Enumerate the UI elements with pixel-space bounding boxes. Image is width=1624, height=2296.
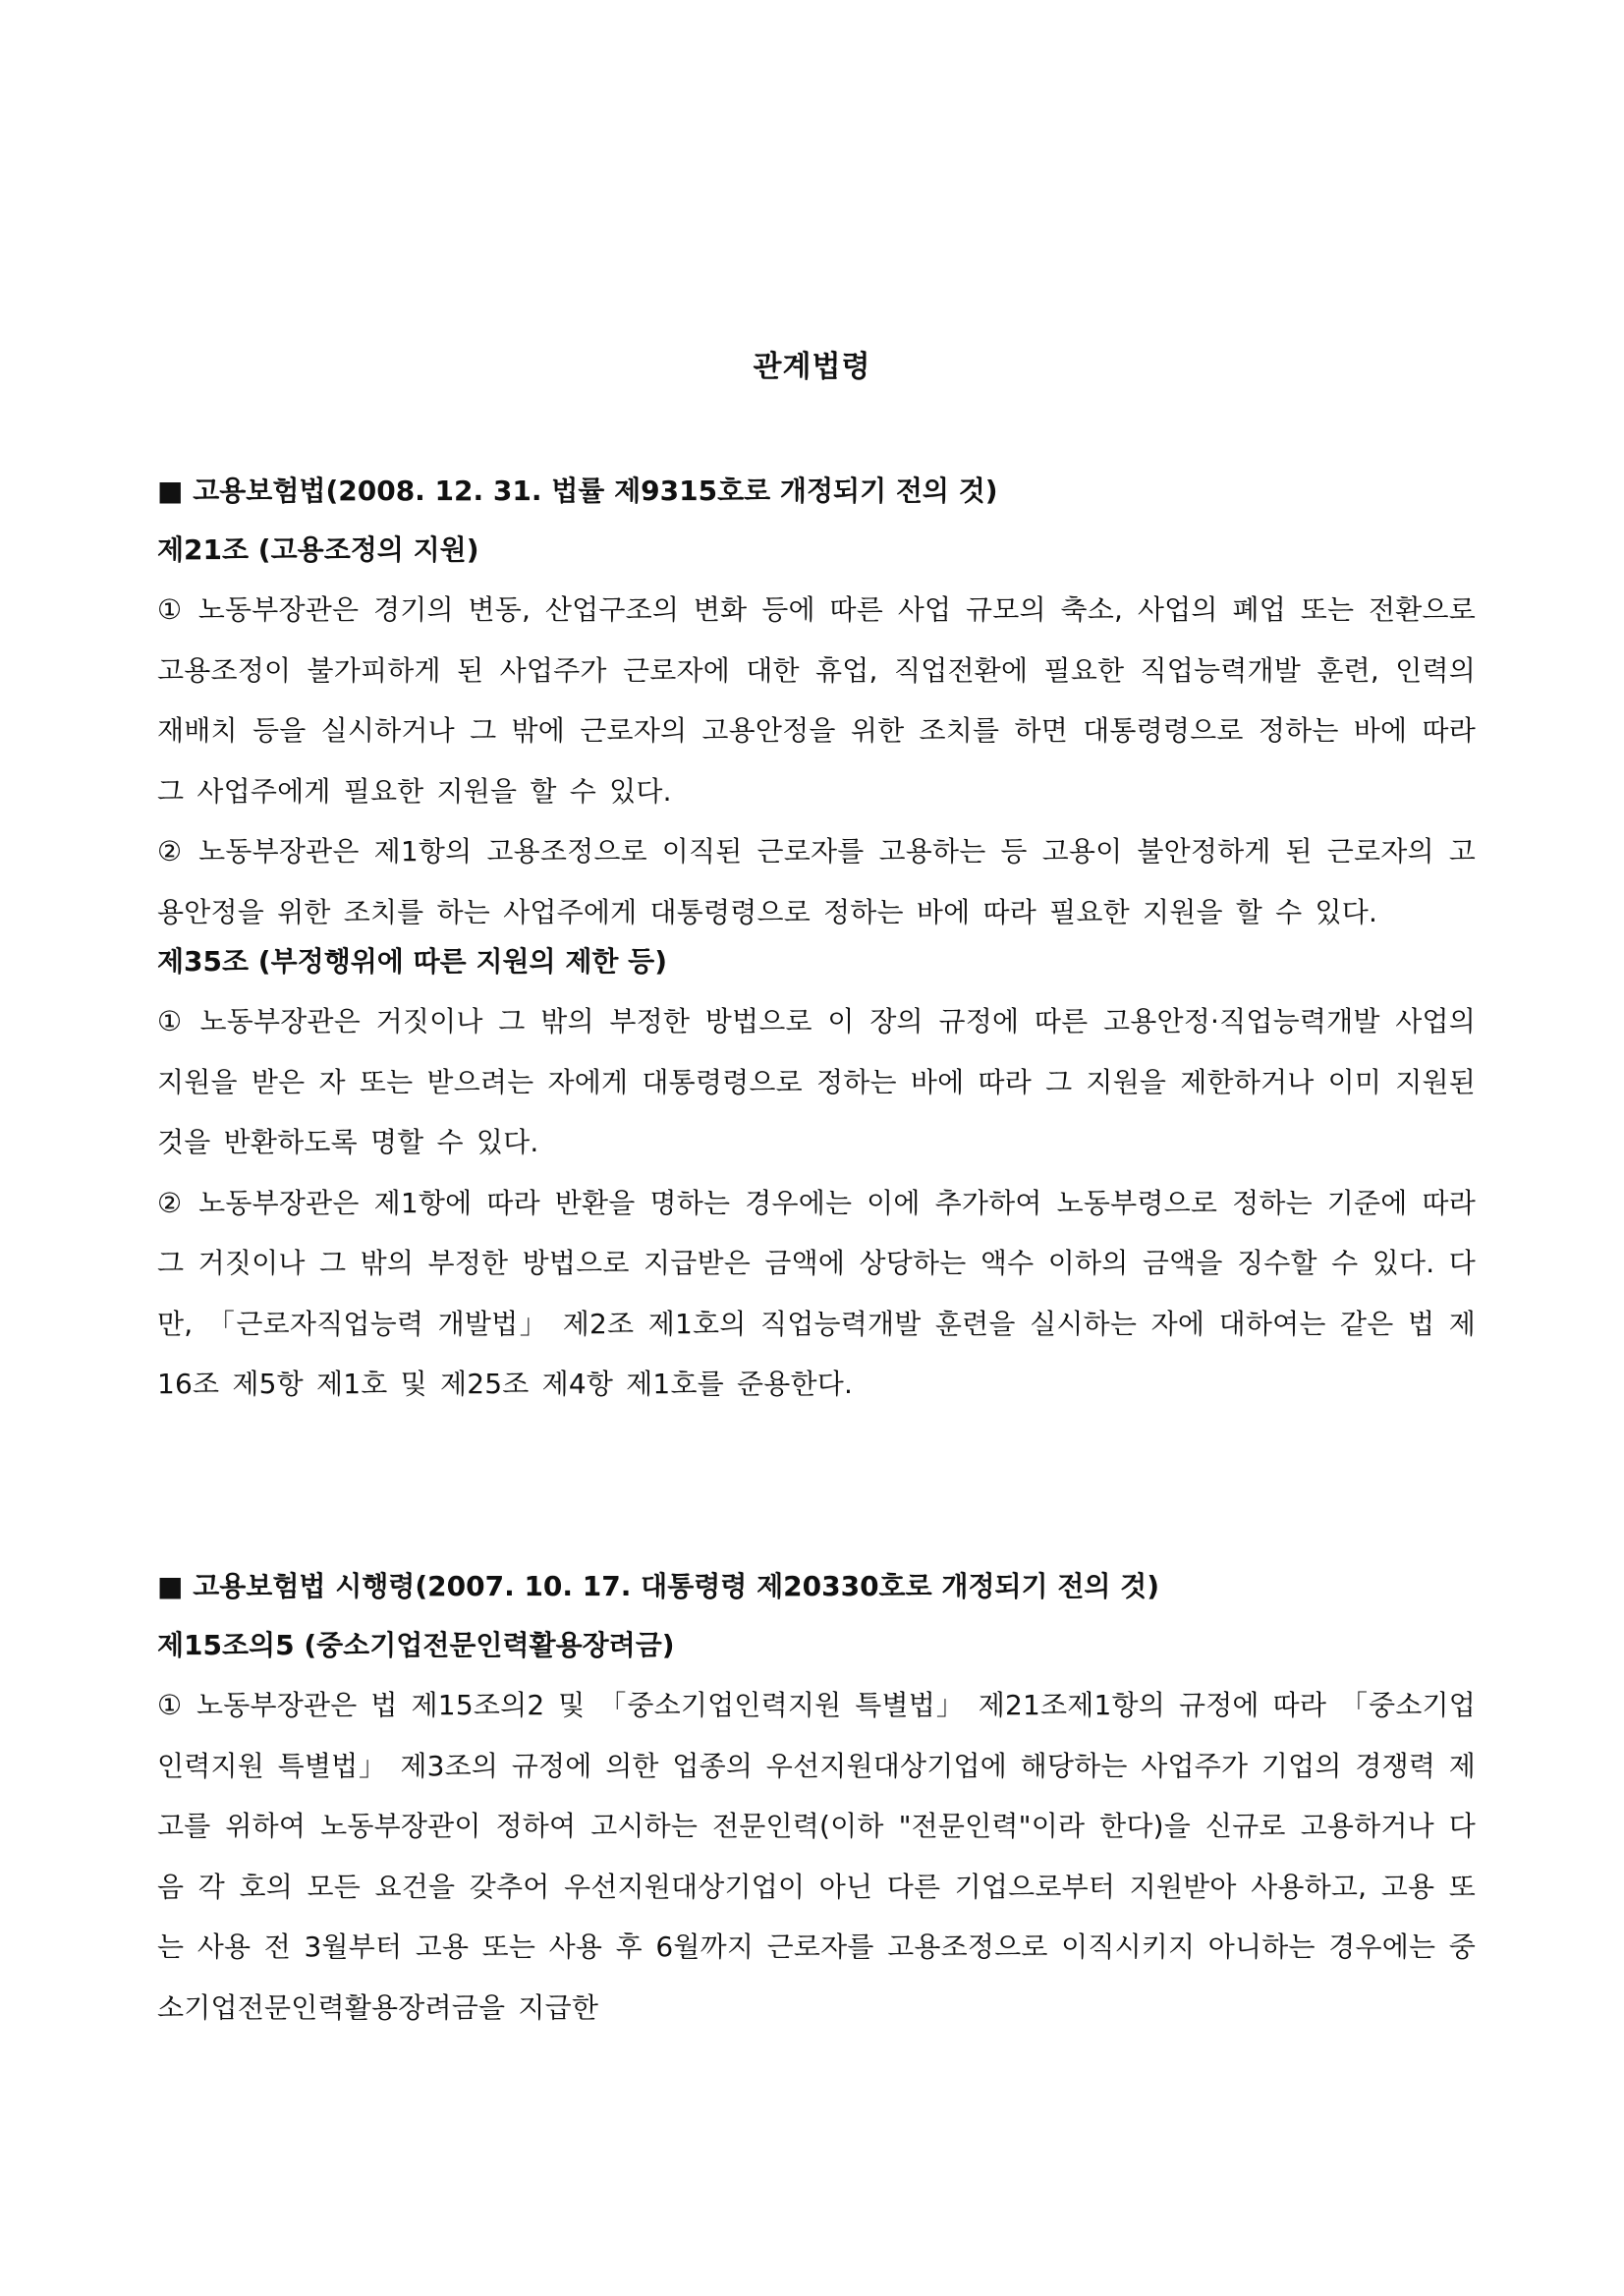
- article-heading-35: 제35조 (부정행위에 따른 지원의 제한 등): [157, 945, 668, 978]
- section-employment-insurance-enforcement-decree: [157, 1567, 1476, 2038]
- article-heading-21: 제21조 (고용조정의 지원): [157, 533, 479, 566]
- article-heading-15-5: 제15조의5 (중소기업전문인력활용장려금): [157, 1629, 675, 1661]
- article-21-paragraph-1: ① 노동부장관은 경기의 변동, 산업구조의 변화 등에 따른 사업 규모의 축소, 사업의 폐업 또는 전환으로 고용조정이 불가피하게 된 사업주가 근로자에 대한 휴업, 직업전환에 필요한 직업능력개발 훈련, 인력의 재배치 등을 실시하거나 그 밖에 근로자의 고용안정을 위한 조치를 하면 대통령령으로 정하는 바에 따라 그 사업주에게 필요한 지원을 할 수 있다.: [157, 593, 1476, 808]
- section-heading: ■ 고용보험법(2008. 12. 31. 법률 제9315호로 개정되기 전의 것): [157, 475, 998, 507]
- document-title: 관계법령: [753, 350, 871, 384]
- article-35-paragraph-1: ① 노동부장관은 거짓이나 그 밖의 부정한 방법으로 이 장의 규정에 따른 고용안정·직업능력개발 사업의 지원을 받은 자 또는 받으려는 자에게 대통령령으로 정하는 바에 따라 그 지원을 제한하거나 이미 지원된 것을 반환하도록 명할 수 있다.: [157, 1005, 1476, 1158]
- article-15-5-paragraph-1: ① 노동부장관은 법 제15조의2 및 「중소기업인력지원 특별법」 제21조제1항의 규정에 따라 「중소기업인력지원 특별법」 제3조의 규정에 의한 업종의 우선지원대상기업에 해당하는 사업주가 기업의 경쟁력 제고를 위하여 노동부장관이 정하여 고시하는 전문인력(이하 "전문인력"이라 한다)을 신규로 고용하거나 다음 각 호의 모든 요건을 갖추어 우선지원대상기업이 아닌 다른 기업으로부터 지원받아 사용하고, 고용 또는 사용 전 3월부터 고용 또는 사용 후 6월까지 근로자를 고용조정으로 이직시키지 아니하는 경우에는 중소기업전문인력활용장려금을 지급한: [157, 1689, 1476, 2024]
- article-35-paragraph-2: ② 노동부장관은 제1항에 따라 반환을 명하는 경우에는 이에 추가하여 노동부령으로 정하는 기준에 따라 그 거짓이나 그 밖의 부정한 방법으로 지급받은 금액에 상당하는 액수 이하의 금액을 징수할 수 있다. 다만, 「근로자직업능력 개발법」 제2조 제1호의 직업능력개발 훈련을 실시하는 자에 대하여는 같은 법 제16조 제5항 제1호 및 제25조 제4항 제1호를 준용한다.: [157, 1186, 1476, 1400]
- article-21-paragraph-2: ② 노동부장관은 제1항의 고용조정으로 이직된 근로자를 고용하는 등 고용이 불안정하게 된 근로자의 고용안정을 위한 조치를 하는 사업주에게 대통령령으로 정하는 바에 따라 필요한 지원을 할 수 있다.: [157, 835, 1476, 928]
- section-employment-insurance-act: [157, 472, 1476, 1415]
- section-heading: ■ 고용보험법 시행령(2007. 10. 17. 대통령령 제20330호로 개정되기 전의 것): [157, 1570, 1160, 1602]
